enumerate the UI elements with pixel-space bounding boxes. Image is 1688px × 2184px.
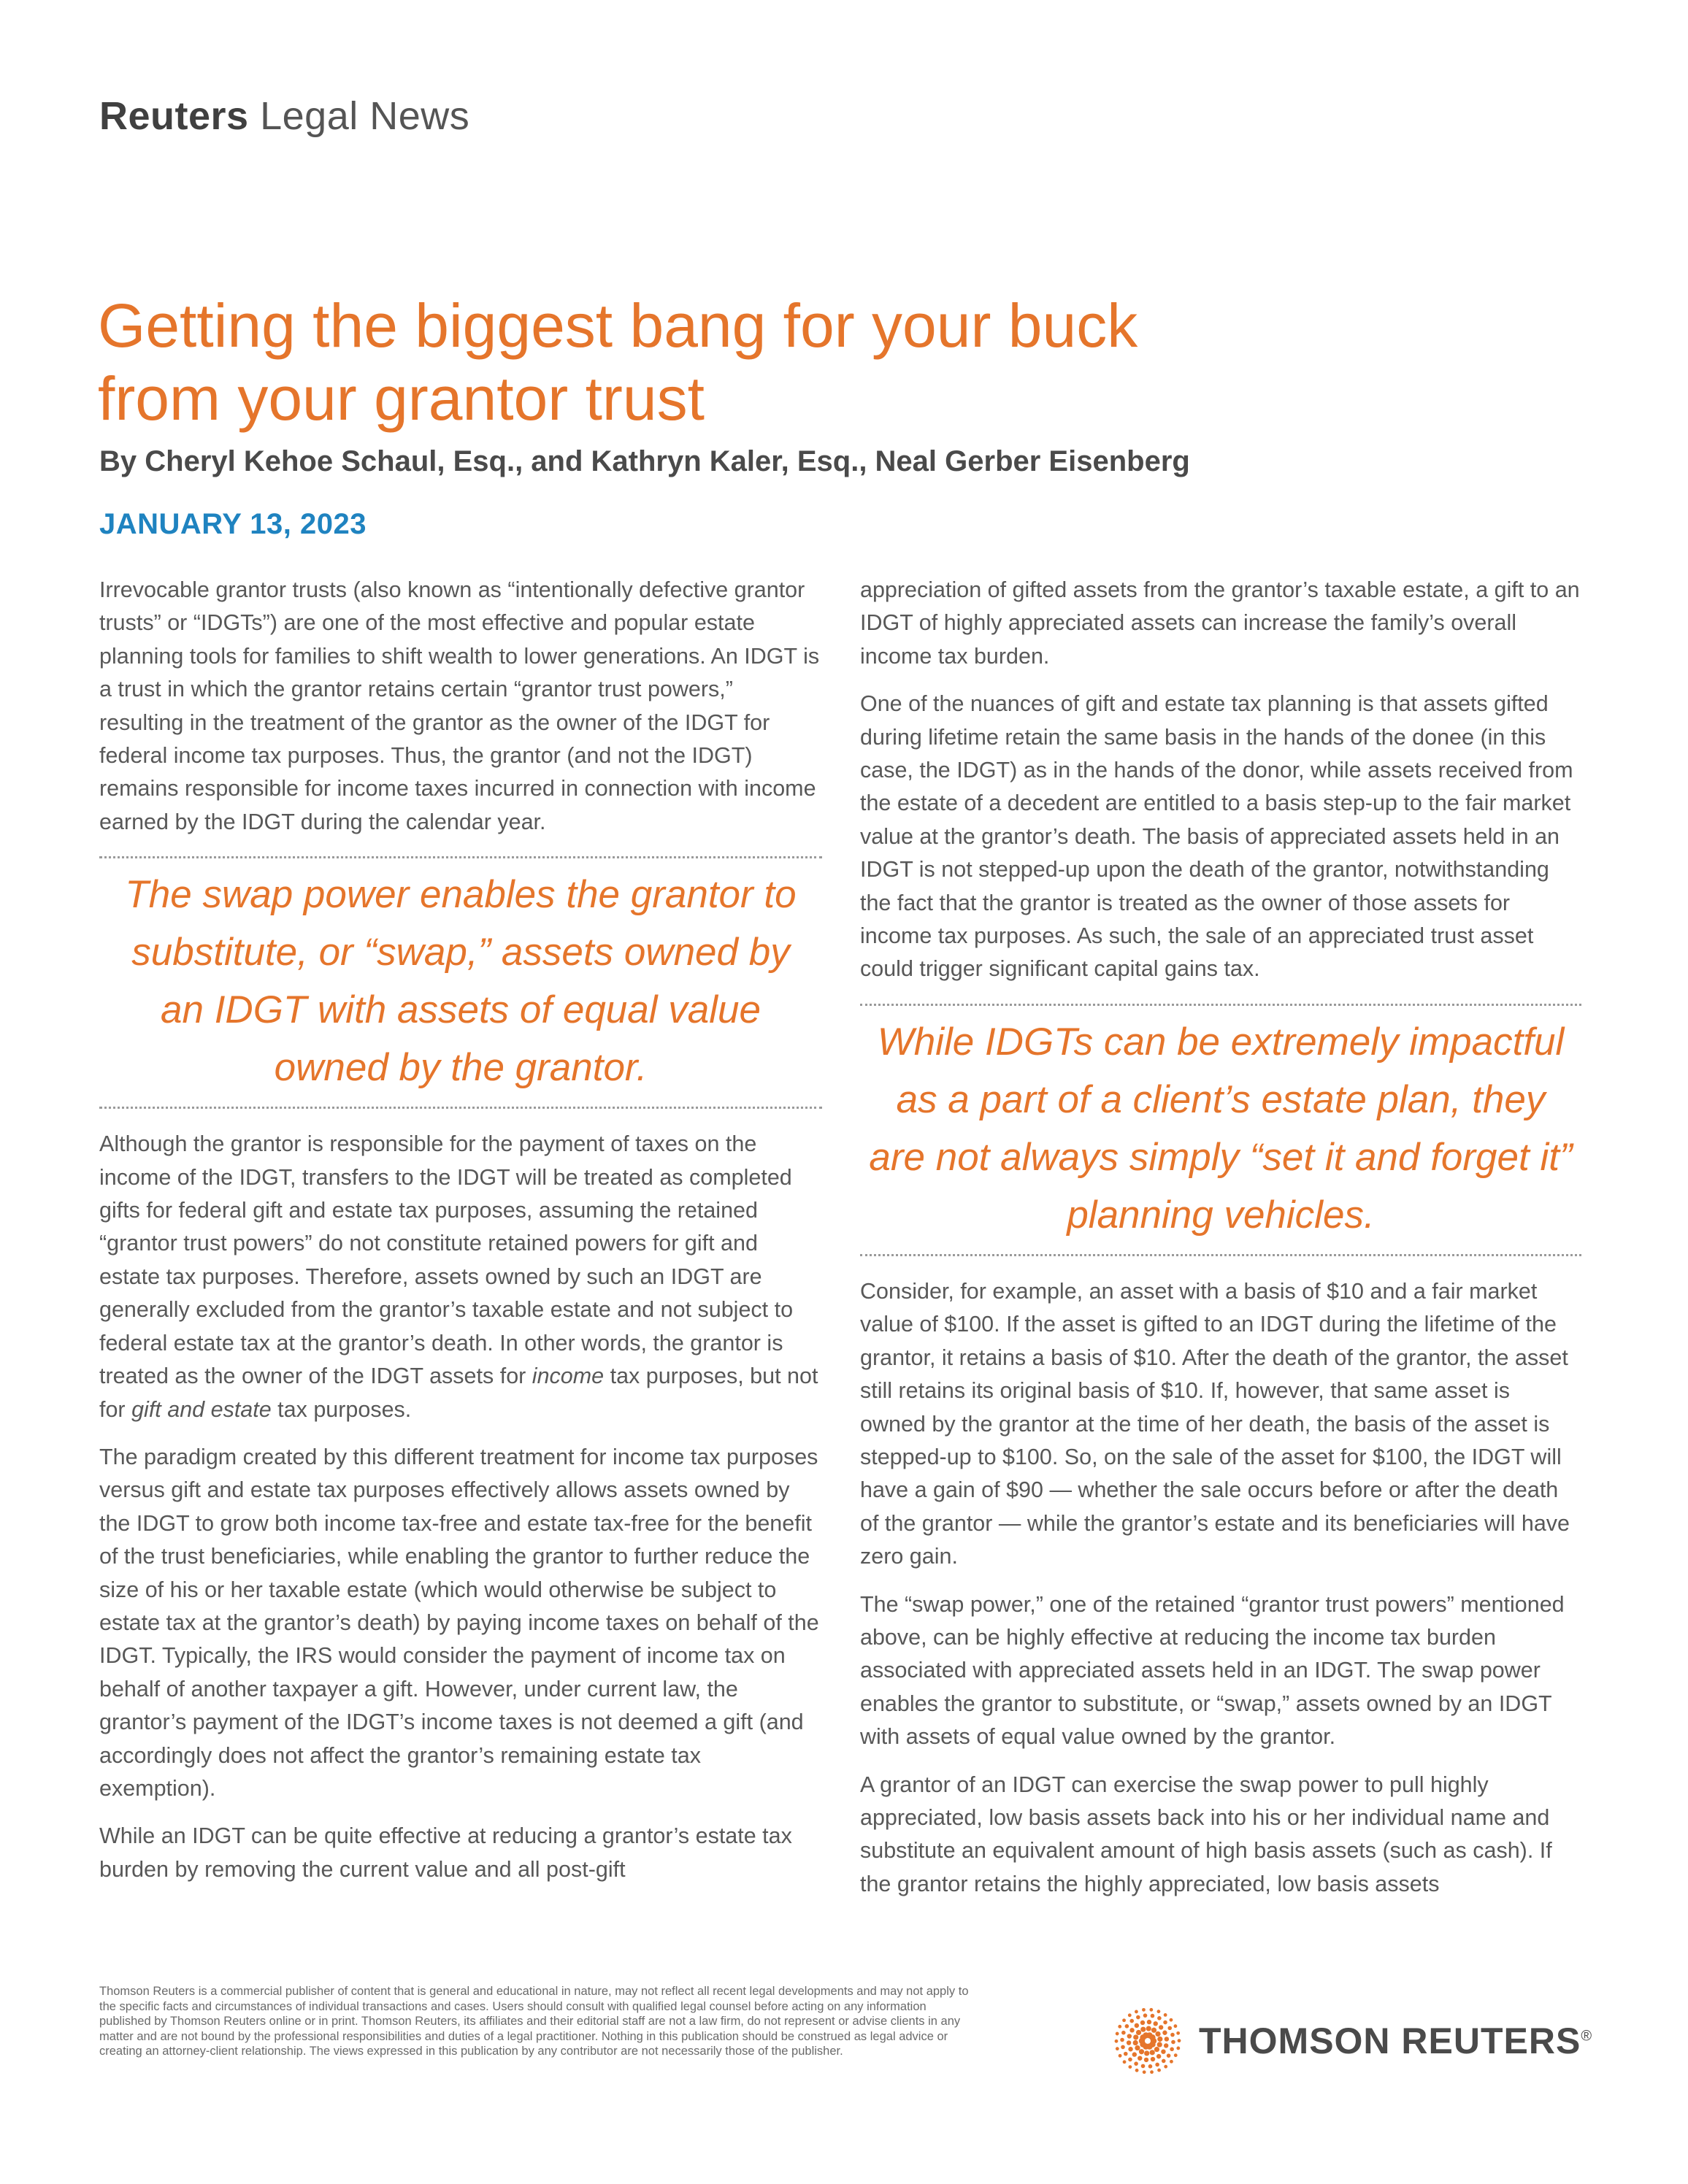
- logo-dot: [1176, 2031, 1180, 2035]
- logo-dot: [1128, 2058, 1132, 2062]
- emphasis: income: [532, 1364, 605, 1389]
- logo-dot: [1142, 2008, 1146, 2012]
- logo-dot: [1135, 2023, 1139, 2028]
- logo-dot: [1149, 2034, 1155, 2040]
- logo-dot: [1143, 2013, 1148, 2018]
- logo-dot: [1144, 2058, 1148, 2062]
- logo-dot: [1154, 2021, 1158, 2026]
- logo-dot: [1133, 2034, 1138, 2039]
- logo-dot: [1167, 2053, 1171, 2058]
- logo-dot: [1122, 2018, 1126, 2022]
- pull-quote: While IDGTs can be extremely impactful as a part of a client’s estate plan, they are not always simply “set it and forget it” planning vehicles.: [860, 1004, 1581, 1256]
- logo-dot: [1115, 2039, 1119, 2043]
- logo-dot: [1155, 2031, 1160, 2037]
- paragraph: Consider, for example, an asset with a basis of $10 and a fair market value of $100. If the asset is gifted to an IDGT during the lifetime of the grantor, it retains a basis of $10. After the death of the grantor, the asset still retains its original basis of $10. If, however, that same asset is owned by the grantor at the time of her death, the basis of the asset is stepped-up to $100. So, on the sale of the asset for $100, the IDGT will have a gain of $90 — whether the sale occurs before or after the death of the grantor — while the grantor’s estate and its beneficiaries will have zero gain.: [860, 1278, 1570, 1569]
- logo-dot: [1135, 2069, 1139, 2072]
- logo-dot: [1171, 2040, 1175, 2045]
- disclaimer: Thomson Reuters is a commercial publisher of content that is general and educational in nature, may not reflect all recent legal developments and may not apply to the specific facts and circumstances of individual transactions and cases. Users should consult with qualified legal counsel before acting on any information published by Thomson Reuters online or in print. Thomson Reuters, its affiliates and their editorial staff are not a law firm, do not represent or advise clients in any matter and are not bound by the professional responsibilities and duties of a legal practitioner. Nothing in this publication should be construed as legal advice or creating an attorney-client relationship. The views expressed in this publication by any contributor are not necessarily those of the publisher.: [99, 1985, 969, 2058]
- logo-dot: [1157, 2037, 1162, 2042]
- logo-dot: [1157, 2016, 1162, 2020]
- logo-dot: [1157, 2042, 1162, 2047]
- paragraph: appreciation of gifted assets from the grantor’s taxable estate, a gift to an IDGT of highly appreciated assets can increase the family’s overall income tax burden.: [860, 577, 1580, 669]
- logo-dot: [1116, 2047, 1119, 2050]
- logo-dot: [1151, 2057, 1155, 2061]
- registered-mark: ®: [1581, 2028, 1593, 2045]
- logo-dot: [1118, 2025, 1121, 2029]
- logo-dot: [1143, 2070, 1146, 2074]
- left-column: [99, 574, 822, 1901]
- logo-dot: [1159, 2025, 1163, 2029]
- logo-dot: [1170, 2018, 1173, 2022]
- logo-dot: [1135, 2010, 1138, 2014]
- logo-dot: [1124, 2052, 1128, 2056]
- logo-dot: [1157, 2069, 1161, 2072]
- brand-name: [1199, 2020, 1592, 2062]
- logo-dot: [1136, 2030, 1141, 2035]
- logo-dot: [1129, 2028, 1134, 2032]
- paragraph: The paradigm created by this different treatment for income tax purposes versus gift and estate tax purposes effectively allows assets owned by the IDGT to grow both income tax-free and estate tax-free for the benefit of the trust beneficiaries, while enabling the grantor to further reduce the size of his or her taxable estate (which would otherwise be subject to estate tax at the grantor’s death) by paying income taxes on behalf of the IDGT. Typically, the IRS would consider the payment of income tax on behalf of another taxpayer a gift. However, under current law, the grantor’s payment of the IDGT’s income taxes is not deemed a gift (and accordingly does not affect the grantor’s remaining estate tax exemption).: [99, 1444, 819, 1801]
- text-run: tax purposes, but not for: [99, 1364, 818, 1422]
- logo-dot: [1161, 2049, 1165, 2053]
- pull-quote: The swap power enables the grantor to substitute, or “swap,” assets owned by an IDGT with assets of equal value owned by the grantor.: [99, 856, 822, 1109]
- publication-date: JANUARY 13, 2023: [99, 508, 367, 540]
- logo-dot: [1151, 2014, 1155, 2018]
- logo-dot: [1176, 2047, 1180, 2050]
- logo-dot: [1167, 2026, 1172, 2031]
- logo-dot: [1164, 2013, 1167, 2017]
- thomson-reuters-dots-icon: [1113, 2006, 1183, 2076]
- emphasis: gift and estate: [131, 1396, 272, 1422]
- logo-dot: [1121, 2031, 1126, 2035]
- logo-dot: [1156, 2054, 1161, 2058]
- masthead-brand-light: Legal News: [260, 94, 470, 138]
- logo-dot: [1121, 2045, 1125, 2050]
- text-run: Although the grantor is responsible for the payment of taxes on the income of the IDGT, transfers to the IDGT will be treated as completed gifts for federal gift and estate tax purposes, assuming the retained “grantor trust powers” do not constitute retained powers for gift and estate tax purposes. Therefore, assets owned by such an IDGT are generally excluded from the grantor’s taxable estate and not subject to federal estate tax at the grantor’s death. In other words, the grantor is treated as the owner of the IDGT assets for: [99, 1131, 794, 1389]
- logo-dot: [1119, 2054, 1122, 2058]
- logo-dot: [1123, 2060, 1127, 2064]
- paragraph: One of the nuances of gift and estate tax planning is that assets gifted during lifetime retain the same basis in the hands of the donee (in this case, the IDGT) as in the hands of the donor, while assets received from the estate of a decedent are entitled to a basis step-up to the fair market value at the grantor’s death. The basis of appreciated assets held in an IDGT is not stepped-up upon the death of the grantor, notwithstanding the fact that the grantor is treated as the owner of those assets for income tax purposes. As such, the sale of an appreciated trust asset could trigger significant capital gains tax.: [860, 691, 1573, 982]
- logo-dot: [1132, 2052, 1137, 2056]
- logo-dot: [1147, 2020, 1151, 2024]
- logo-dot: [1140, 2027, 1146, 2032]
- brand-name-text: THOMSON REUTERS: [1199, 2020, 1581, 2061]
- logo-dot: [1149, 2008, 1153, 2012]
- paragraph: While an IDGT can be quite effective at reducing a grantor’s estate tax burden by removing the current value and all post-gift: [99, 1823, 792, 1882]
- logo-dot: [1144, 2050, 1149, 2056]
- paragraph: [99, 1128, 822, 1426]
- logo-dot: [1141, 2064, 1146, 2069]
- logo-dot: [1162, 2059, 1166, 2064]
- logo-dot: [1134, 2061, 1138, 2066]
- logo-dot: [1148, 2064, 1153, 2069]
- logo-dot: [1170, 2033, 1175, 2037]
- article-title-line1: Getting the biggest bang for your buck: [98, 291, 1138, 360]
- logo-dot: [1135, 2045, 1140, 2050]
- logo-dot: [1178, 2039, 1181, 2042]
- logo-dot: [1162, 2031, 1167, 2035]
- logo-dot: [1157, 2010, 1161, 2013]
- logo-dot: [1140, 2020, 1145, 2025]
- paragraph: A grantor of an IDGT can exercise the swap power to pull highly appreciated, low basis assets back into his or her individual name and substitute an equivalent amount of high basis assets (such as cash). If the grantor retains the highly appreciated, low basis assets: [860, 1772, 1552, 1896]
- logo-dot: [1128, 2065, 1132, 2069]
- logo-dot: [1133, 2040, 1138, 2045]
- logo-dot: [1128, 2047, 1132, 2051]
- logo-dot: [1164, 2043, 1168, 2048]
- logo-dot: [1116, 2032, 1119, 2036]
- article-title-line2: from your grantor trust: [98, 364, 705, 433]
- logo-dot: [1129, 2019, 1134, 2023]
- logo-dot: [1146, 2026, 1151, 2031]
- paragraph: The “swap power,” one of the retained “grantor trust powers” mentioned above, can be highly effective at reducing the income tax burden associated with appreciated assets held in an IDGT. The swap power enables the grantor to substitute, or “swap,” assets owned by an IDGT with assets of equal value owned by the grantor.: [860, 1591, 1565, 1750]
- thomson-reuters-logo: [1113, 2004, 1592, 2077]
- masthead-brand-bold: Reuters: [99, 94, 249, 138]
- masthead: [99, 93, 469, 139]
- byline: By Cheryl Kehoe Schaul, Esq., and Kathryn Kaler, Esq., Neal Gerber Eisenberg: [99, 445, 1190, 477]
- logo-dot: [1155, 2063, 1159, 2067]
- logo-dot: [1154, 2047, 1159, 2052]
- logo-dot: [1136, 2015, 1140, 2020]
- article-title: [98, 289, 1339, 435]
- logo-dot: [1127, 2034, 1132, 2038]
- logo-dot: [1174, 2053, 1178, 2057]
- logo-dot: [1125, 2024, 1129, 2029]
- logo-dot: [1174, 2024, 1178, 2028]
- logo-dot: [1170, 2060, 1173, 2064]
- text-run: tax purposes.: [271, 1396, 412, 1422]
- logo-dot: [1163, 2020, 1167, 2025]
- logo-dot: [1150, 2070, 1154, 2074]
- logo-dot: [1120, 2038, 1124, 2042]
- logo-dot: [1165, 2037, 1169, 2041]
- logo-dot: [1128, 2013, 1132, 2017]
- logo-dot: [1150, 2050, 1155, 2055]
- logo-dot: [1138, 2056, 1142, 2060]
- logo-dot: [1127, 2040, 1131, 2045]
- logo-dot: [1170, 2048, 1174, 2052]
- paragraph: Irrevocable grantor trusts (also known as “intentionally defective grantor trusts” or “IDGTs”) are one of the most effective and popular estate planning tools for families to shift wealth to lower generations. An IDGT is a trust in which the grantor retains certain “grantor trust powers,” resulting in the treatment of the grantor as the owner of the IDGT for federal income tax purposes. Thus, the grantor (and not the IDGT) remains responsible for income taxes incurred in connection with income earned by the IDGT during the calendar year.: [99, 577, 820, 834]
- logo-dot: [1164, 2065, 1167, 2069]
- logo-dot: [1151, 2028, 1156, 2033]
- right-column: [860, 574, 1581, 1915]
- logo-dot: [1139, 2049, 1144, 2054]
